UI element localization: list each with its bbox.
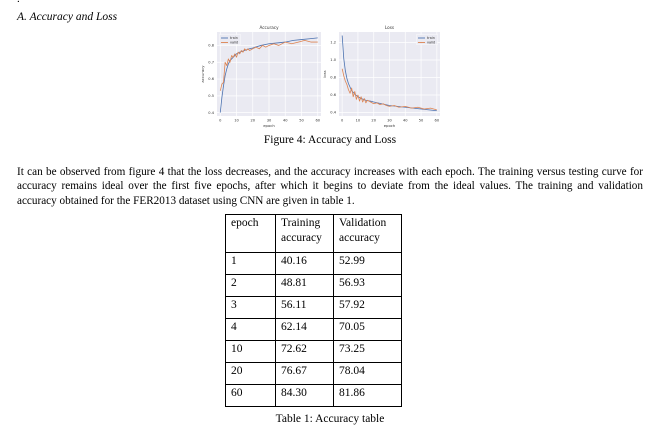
x-tick-label: 50 (299, 118, 304, 123)
table-cell: 40.16 (276, 253, 334, 275)
legend-label: train (230, 36, 238, 41)
chart-title: Accuracy (259, 25, 279, 30)
y-tick-label: 0.6 (330, 93, 336, 98)
table-cell: 10 (226, 341, 276, 363)
table-cell: 20 (226, 363, 276, 385)
x-axis-label: epoch (383, 123, 396, 128)
x-axis-label: epoch (263, 123, 275, 128)
x-tick-label: 50 (418, 118, 424, 123)
y-tick-label: 0.8 (208, 43, 214, 48)
y-tick-label: 1.2 (330, 40, 336, 45)
table-row (226, 363, 402, 385)
table-cell: 62.14 (276, 319, 334, 341)
figure-4 (195, 22, 450, 134)
x-tick-label: 60 (315, 118, 321, 123)
table-header-row (226, 215, 402, 253)
x-tick-label: 40 (402, 118, 408, 123)
x-tick-label: 0 (341, 118, 344, 123)
y-tick-label: 1.0 (330, 58, 336, 63)
x-tick-label: 60 (434, 118, 440, 123)
x-tick-label: 20 (250, 118, 256, 123)
table-cell: 76.67 (276, 363, 334, 385)
legend-label: train (427, 36, 435, 41)
table-row (226, 341, 402, 363)
table-cell: 72.62 (276, 341, 334, 363)
table-row (226, 319, 402, 341)
y-tick-label: 0.4 (208, 110, 214, 115)
table-row (226, 385, 402, 407)
y-tick-label: 0.8 (330, 75, 336, 80)
table-cell: 81.86 (334, 385, 402, 407)
table-cell: 57.92 (334, 297, 402, 319)
x-tick-label: 30 (387, 118, 392, 123)
figure-4-charts (195, 22, 450, 134)
table-cell: 78.04 (334, 363, 402, 385)
y-tick-label: 0.7 (208, 60, 214, 65)
table-cell: 2 (226, 275, 276, 297)
table-header-validation: Validation accuracy (334, 215, 402, 253)
table-cell: 70.05 (334, 319, 402, 341)
body-paragraph: It can be observed from figure 4 that the loss decreases, and the accuracy increases with each epoch. The training versus testing curve for accuracy remains ideal over the first five epochs, after which it begins to deviate from the ideal values. The training and validation accuracy obtained for the FER2013 dataset using CNN are given in table 1. (17, 166, 643, 207)
accuracy-table (225, 214, 402, 407)
table-cell: 60 (226, 385, 276, 407)
table-header-training: Training accuracy (276, 215, 334, 253)
chart-title: Loss (384, 25, 395, 30)
y-axis-label: accuracy (200, 65, 205, 83)
x-tick-label: 10 (355, 118, 361, 123)
x-tick-label: 30 (266, 118, 272, 123)
y-tick-label: 0.4 (330, 110, 336, 115)
table-cell: 4 (226, 319, 276, 341)
y-tick-label: 0.5 (208, 94, 214, 99)
table-cell: 56.11 (276, 297, 334, 319)
x-tick-label: 40 (282, 118, 288, 123)
table-cell: 1 (226, 253, 276, 275)
table-header-epoch: epoch (226, 215, 276, 253)
chart-1 (322, 25, 440, 128)
chart-0 (200, 25, 321, 128)
table-cell: 84.30 (276, 385, 334, 407)
x-tick-label: 0 (219, 118, 222, 123)
legend-label: valid (230, 40, 239, 45)
x-tick-label: 20 (371, 118, 377, 123)
table-caption: Table 1: Accuracy table (275, 413, 385, 425)
page-top-mark (17, 0, 20, 5)
figure-caption: Figure 4: Accuracy and Loss (263, 134, 397, 146)
table-cell: 52.99 (334, 253, 402, 275)
legend-label: valid (427, 40, 436, 45)
table-cell: 3 (226, 297, 276, 319)
y-tick-label: 0.6 (208, 77, 214, 82)
section-heading: A. Accuracy and Loss (17, 11, 118, 23)
table-row (226, 275, 402, 297)
x-tick-label: 10 (234, 118, 239, 123)
y-axis-label: loss (322, 70, 327, 78)
table-cell: 48.81 (276, 275, 334, 297)
table-cell: 56.93 (334, 275, 402, 297)
table-cell: 73.25 (334, 341, 402, 363)
table-row (226, 297, 402, 319)
table-row (226, 253, 402, 275)
